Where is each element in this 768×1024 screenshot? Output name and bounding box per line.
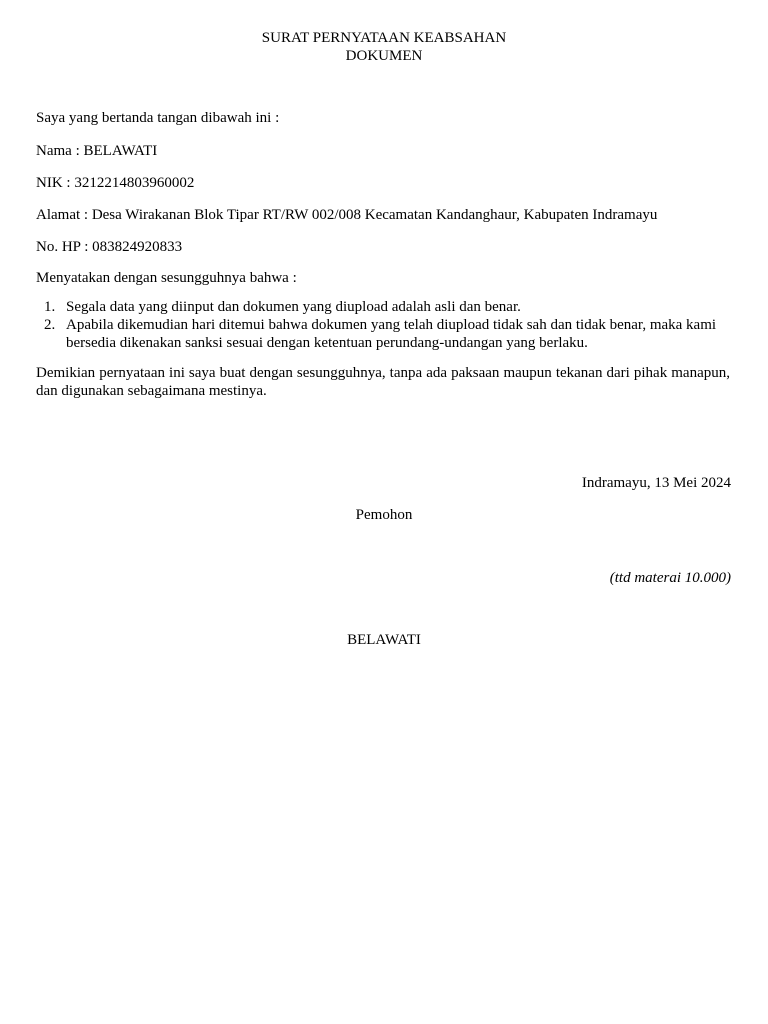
field-alamat: Alamat : Desa Wirakanan Blok Tipar RT/RW 002/008 Kecamatan Kandanghaur, Kabupaten Indramayu — [36, 207, 658, 223]
signer-name: BELAWATI — [347, 632, 421, 648]
intro-text: Saya yang bertanda tangan dibawah ini : — [36, 110, 280, 126]
title-line-1: SURAT PERNYATAAN KEABSAHAN — [261, 30, 507, 46]
field-nama: Nama : BELAWATI — [36, 143, 158, 159]
stamp-note: (ttd materai 10.000) — [609, 570, 731, 586]
document-title — [0, 29, 768, 65]
list-item-text: Apabila dikemudian hari ditemui bahwa dokumen yang telah diupload tidak sah dan tidak benar, maka kami bersedia dikenakan sanksi sesuai dengan ketentuan perundang-undangan yang berlaku. — [66, 317, 717, 351]
field-nik: NIK : 3212214803960002 — [36, 175, 195, 191]
signer-role: Pemohon — [355, 507, 413, 523]
list-item — [36, 298, 736, 316]
field-hp: No. HP : 083824920833 — [36, 239, 183, 255]
statement-list — [36, 298, 736, 352]
closing-paragraph: Demikian pernyataan ini saya buat dengan sesungguhnya, tanpa ada paksaan maupun tekanan dari pihak manapun, dan digunakan sebagaimana mestinya. — [36, 365, 730, 399]
list-item-number: 2. — [44, 317, 56, 333]
place-date: Indramayu, 13 Mei 2024 — [581, 475, 731, 491]
list-item — [36, 316, 736, 352]
list-item-number: 1. — [44, 299, 56, 315]
list-item-text: Segala data yang diinput dan dokumen yang diupload adalah asli dan benar. — [66, 299, 521, 315]
statement-intro: Menyatakan dengan sesungguhnya bahwa : — [36, 270, 297, 286]
title-line-2: DOKUMEN — [345, 48, 423, 64]
